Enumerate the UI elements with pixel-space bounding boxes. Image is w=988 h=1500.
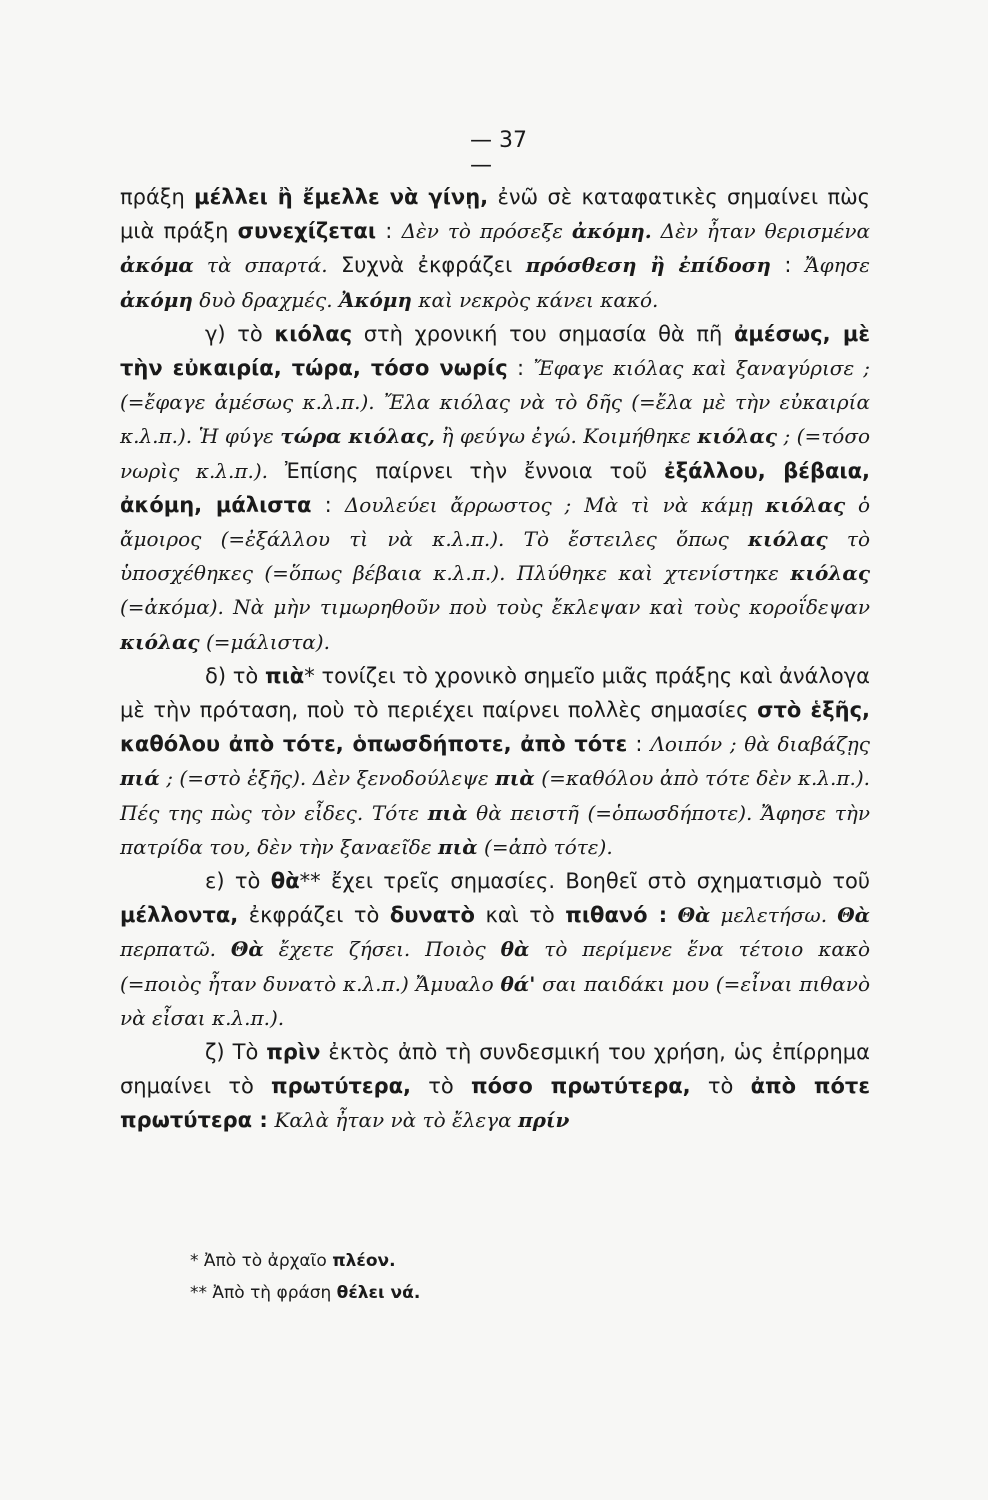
example-text: τὸ ὑποσχέθηκες (=ὅπως βέβαια κ.λ.π.). Πλύθηκε καὶ χτενίστηκε: [120, 527, 870, 586]
example-text: (=ἀκόμα). Νὰ μὴν τιμωρηθοῦν ποὺ τοὺς ἔκλεψαν καὶ τοὺς κοροΐδεψαν: [120, 595, 870, 620]
bold-term: πιὰ: [265, 663, 305, 688]
page-number: — 37 —: [470, 128, 527, 178]
footnote: [190, 1245, 690, 1277]
example-text: Δουλεύει ἄρρωστος ; Μὰ τὶ νὰ κάμῃ: [344, 492, 766, 517]
text-run: Ἐπίσης παίρνει τὴν ἔννοια τοῦ: [268, 458, 665, 483]
bold-term: κιόλας: [274, 321, 353, 346]
example-keyword: κιόλας: [697, 424, 778, 449]
text-run: δ) τὸ: [205, 663, 265, 688]
example-keyword: κιόλας: [790, 561, 870, 586]
example-text: Δὲν τὸ πρόσεξε: [401, 219, 572, 244]
text-run: * τονίζει τὸ χρονικὸ σημεῖο μιᾶς πράξης καὶ ἀνάλογα μὲ τὴν πρόταση, ποὺ τὸ περιέχει παίρνει πολλὲς σημασίες: [120, 663, 870, 723]
bold-term: πρὶν: [266, 1040, 321, 1065]
text-run: :: [311, 492, 345, 517]
example-text: ; (=τόσο νωρὶς κ.λ.π.).: [120, 424, 871, 483]
text-run: :: [627, 732, 651, 757]
example-text: Καλὰ ἦταν νὰ τὸ ἔλεγα: [274, 1108, 518, 1133]
text-run: :: [507, 356, 534, 381]
example-text: θὰ πειστῆ (=ὁπωσδήποτε). Ἄφησε τὴν πατρίδα του, δὲν τὴν ξαναεῖδε: [120, 800, 870, 859]
bold-term: δυνατὸ: [389, 903, 475, 928]
example-text: (=μάλιστα).: [199, 629, 330, 654]
text-run: στὴ χρονική του σημασία θὰ πῆ: [352, 321, 734, 346]
paragraph: [120, 317, 870, 659]
example-text: καὶ νεκρὸς κάνει κακό.: [411, 287, 659, 312]
paragraph: [120, 180, 870, 317]
example-keyword: πιὰ: [437, 834, 478, 859]
bold-term: πόσο πρωτύτερα,: [470, 1074, 691, 1099]
body-text: [120, 180, 870, 1138]
footnote: [190, 1277, 690, 1309]
example-keyword: κιόλας: [748, 527, 828, 552]
example-keyword: τώρα κιόλας,: [280, 424, 436, 449]
bold-term: πιθανό :: [565, 903, 668, 928]
text-run: γ) τὸ: [205, 321, 275, 346]
bold-term: πρωτύτερα,: [271, 1074, 412, 1099]
example-keyword: ἀκόμη.: [571, 219, 652, 244]
example-keyword: πιά: [120, 766, 160, 791]
text-run: ** Ἀπὸ τὴ φράση: [190, 1283, 337, 1303]
bold-term: ἀπὸ πότε πρωτύτερα :: [120, 1074, 871, 1133]
text-run: :: [376, 219, 402, 244]
text-run: τὸ: [411, 1074, 471, 1099]
example-keyword: πρόσθεση ἢ ἐπίδοση: [525, 253, 771, 278]
example-text: ἔχετε ζήσει. Ποιὸς: [263, 937, 501, 962]
footnotes: [190, 1245, 690, 1309]
text-run: ἐνῶ σὲ καταφατικὲς σημαίνει πὼς μιὰ πράξη: [120, 185, 870, 244]
text-run: Συχνὰ ἐκφράζει: [327, 253, 526, 278]
example-text: τὸ περίμενε ἕνα τέτοιο κακὸ (=ποιὸς ἦταν δυνατὸ κ.λ.π.) Ἄμυαλο: [120, 937, 870, 996]
bold-term: μέλλοντα,: [120, 903, 239, 928]
example-text: περπατῶ.: [120, 937, 231, 962]
text-run: ** ἔχει τρεῖς σημασίες. Βοηθεῖ στὸ σχηματισμὸ τοῦ: [299, 869, 870, 894]
example-keyword: ἀκόμη: [120, 287, 193, 312]
bold-term: θὰ: [270, 869, 300, 894]
example-text: Ἄφησε: [804, 253, 870, 278]
text-run: πράξη: [120, 185, 195, 209]
bold-term: ἐξάλλου, βέβαια, ἀκόμη, μάλιστα: [120, 458, 870, 517]
bold-term: συνεχίζεται: [237, 219, 377, 244]
text-run: ἐκτὸς ἀπὸ τὴ συνδεσμική του χρήση, ὡς ἐπίρρημα σημαίνει τὸ: [120, 1040, 870, 1099]
text-run: καὶ τὸ: [474, 903, 566, 928]
text-run: τὸ: [690, 1074, 751, 1099]
example-keyword: ἀκόμα: [120, 253, 194, 278]
example-keyword: πιὰ: [495, 766, 535, 791]
example-text: Δὲν ἦταν θερισμένα: [651, 219, 870, 244]
paragraph: [120, 864, 870, 1035]
example-keyword: πρίν: [517, 1108, 570, 1133]
example-text: ἢ φεύγω ἐγώ. Κοιμήθηκε: [435, 424, 698, 449]
example-keyword: Θὰ: [677, 903, 711, 928]
example-keyword: κιόλας: [120, 629, 200, 654]
bold-term: μέλλει ἢ ἔμελλε νὰ γίνῃ,: [194, 185, 489, 209]
example-text: μελετήσω.: [710, 903, 838, 928]
example-text: (=καθόλου ἀπὸ τότε δὲν κ.λ.π.). Πές της πὼς τὸν εἶδες. Τότε: [120, 766, 871, 825]
example-keyword: θὰ: [500, 937, 530, 962]
example-keyword: πιὰ: [427, 800, 468, 825]
text-run: :: [770, 253, 805, 278]
example-keyword: θά': [500, 971, 536, 996]
paragraph: [120, 1035, 870, 1138]
example-keyword: κιόλας: [765, 492, 846, 517]
example-text: Λοιπόν ; θὰ διαβάζῃς: [650, 732, 870, 757]
example-keyword: Θὰ: [837, 903, 871, 928]
bold-term: στὸ ἑξῆς, καθόλου ἀπὸ τότε, ὁπωσδήποτε, ἀπὸ τότε: [120, 698, 871, 757]
text-run: ζ) Τὸ: [205, 1040, 267, 1065]
bold-term: πλέον.: [332, 1251, 396, 1271]
example-keyword: Θὰ: [230, 937, 264, 962]
example-text: Ἔφαγε κιόλας καὶ ξαναγύρισε ; (=ἔφαγε ἀμέσως κ.λ.π.). Ἔλα κιόλας νὰ τὸ δῆς (=ἔλα μὲ τὴν εὐκαιρία κ.λ.π.). Ἡ φύγε: [120, 356, 870, 449]
example-text: (=ἀπὸ τότε).: [477, 834, 613, 859]
text-run: [667, 903, 677, 927]
paragraph: [120, 659, 870, 864]
example-text: σαι παιδάκι μου (=εἶναι πιθανὸ νὰ εἶσαι κ.λ.π.).: [120, 971, 870, 1030]
bold-term: ἀμέσως, μὲ τὴν εὐκαιρία, τώρα, τόσο νωρίς: [120, 321, 871, 381]
example-text: ὁ ἄμοιρος (=ἐξάλλου τὶ νὰ κ.λ.π.). Τὸ ἔστειλες ὅπως: [120, 492, 870, 552]
example-text: δυὸ δραχμές.: [192, 287, 339, 312]
bold-term: θέλει νά.: [336, 1283, 421, 1303]
text-run: ἐκφράζει τὸ: [238, 903, 390, 928]
example-text: ; (=στὸ ἑξῆς). Δὲν ξενοδούλεψε: [159, 766, 496, 791]
example-keyword: Ἀκόμη: [338, 287, 412, 312]
example-text: τὰ σπαρτά.: [193, 253, 328, 278]
text-run: * Ἀπὸ τὸ ἀρχαῖο: [190, 1251, 333, 1271]
text-run: ε) τὸ: [205, 869, 271, 894]
